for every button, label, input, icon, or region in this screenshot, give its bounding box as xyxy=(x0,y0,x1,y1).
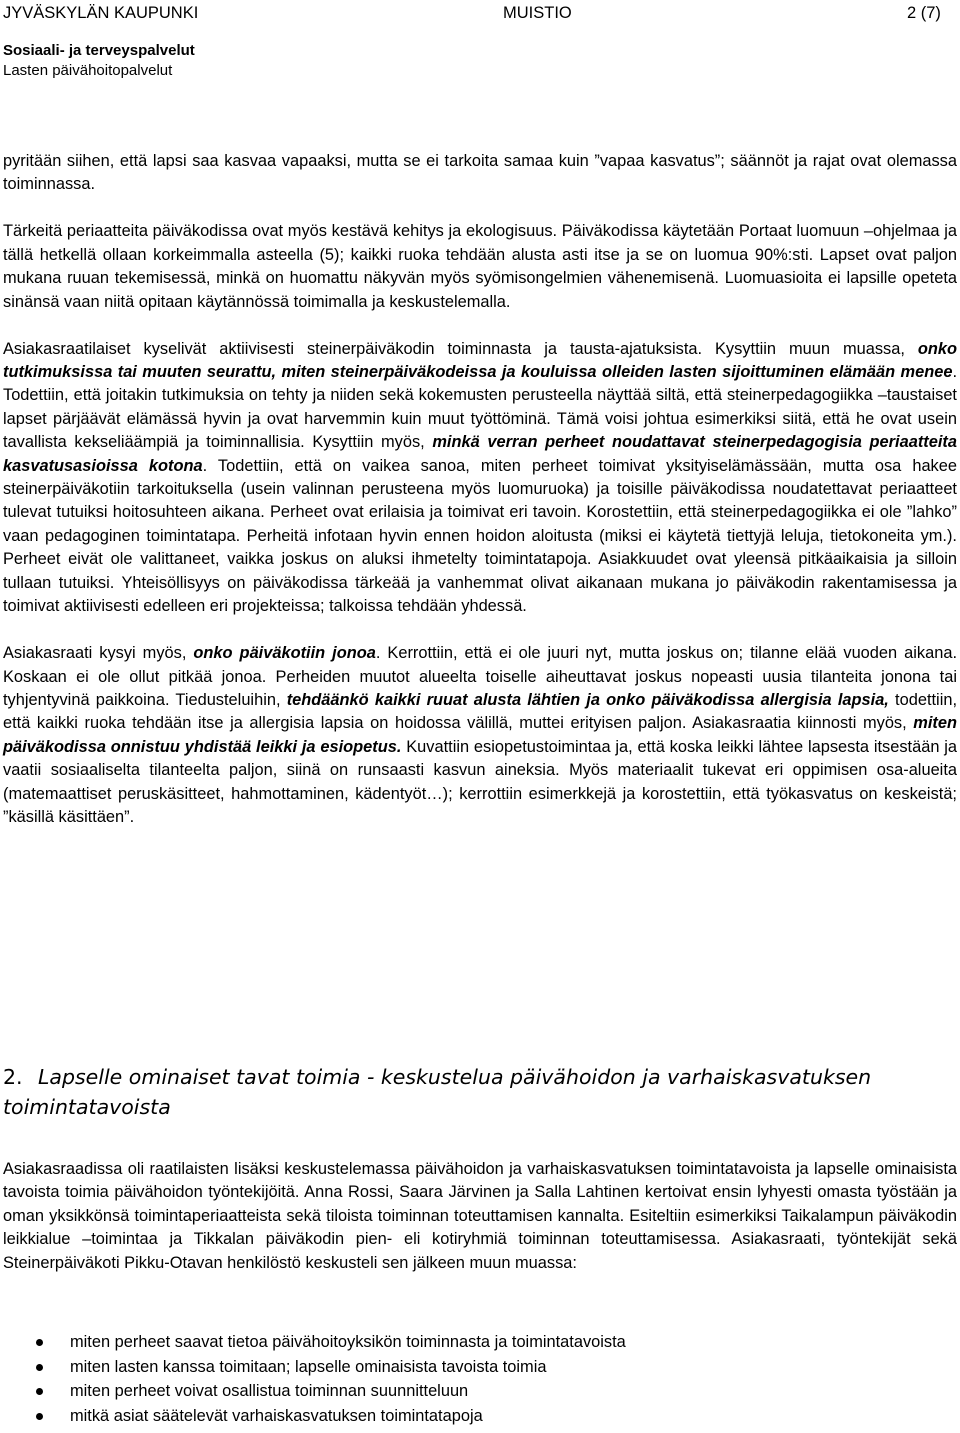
header-department: Sosiaali- ja terveyspalvelut xyxy=(3,42,195,59)
paragraph-4-emphasis-1: onko päiväkotiin jonoa xyxy=(193,644,376,663)
list-item xyxy=(0,1404,954,1429)
bullet-icon xyxy=(36,1364,43,1371)
bullet-icon xyxy=(36,1413,43,1420)
paragraph-4-text-4: Kuvattiin esiopetustoimintaa ja, että koska leikki lähtee lapsesta itsestään ja vaatii sosiaaliselta tilanteelta paljon, siinä on runsaasti kasvun aineksia. Myös materiaalit tukevat eri oppimisen osa-alueita (matemaattiset peruskäsitteet, hahmottaminen, kädentyöt…); kerrottiin esimerkkejä ja korostettiin, että työkasvatus on keskeistä; ”käsillä käsittäen”. xyxy=(3,737,957,826)
list-item xyxy=(0,1355,954,1380)
list-item-text: miten perheet saavat tietoa päivähoitoyksikön toiminnasta ja toimintatavoista xyxy=(70,1333,626,1351)
paragraph-3-emphasis-2: minkä verran perheet noudattavat steinerpedagogisia periaatteita kasvatusasioissa kotona xyxy=(3,433,957,475)
list-item xyxy=(0,1379,954,1404)
section-2-number: 2. xyxy=(3,1065,23,1089)
bullet-icon xyxy=(36,1388,43,1395)
paragraph-4-text-3: todettiin, että kaikki ruoka tehdään itse ja allergisia lapsia on hoidossa välillä, muttei erityisen paljon. Asiakasraatia kiinnosti myös, xyxy=(3,690,958,733)
paragraph-4-text-1: Asiakasraati kysyi myös, xyxy=(3,644,194,663)
section-2-title: Lapselle ominaiset tavat toimia - keskustelua päivähoidon ja varhaiskasvatuksen toimintatavoista xyxy=(3,1065,872,1119)
paragraph-1: pyritään siihen, että lapsi saa kasvaa vapaaksi, mutta se ei tarkoita samaa kuin ”vapaa kasvatus”; säännöt ja rajat ovat olemassa toiminnassa. xyxy=(3,152,957,194)
list-item-text: mitkä asiat säätelevät varhaiskasvatuksen toimintatapoja xyxy=(70,1406,483,1425)
list-item-text: miten perheet voivat osallistua toiminnan suunnitteluun xyxy=(70,1382,469,1400)
paragraph-4-text-2: . Kerrottiin, että ei ole juuri nyt, mutta joskus on; tilanne elää vuoden aikana. Koskaan ei ole ollut pitkää jonoa. Perheiden muutot alueelta toiselle aiheuttavat joskus nopeasti uusia tilanteita jonona tai tyhjentyvinä paikkoina. Tiedusteluihin, xyxy=(3,644,957,709)
paragraph-3-text-2: . Todettiin, että joitakin tutkimuksia on tehty ja niiden sekä kokemusten perusteella näyttää siltä, että steinerpedagogiikka –taustaiset lapset pärjäävät elämässä hyvin ja ovat harvemmin kuin muut työttöminä. Tämä voisi johtua esimerkiksi siitä, että he ovat usein tavallista kekseliäämpiä ja toiminnallisia. Kysyttiin myös, xyxy=(3,363,957,452)
header-document-type: MUISTIO xyxy=(503,4,572,22)
bullet-icon xyxy=(36,1339,43,1346)
paragraph-3-text-1: Asiakasraatilaiset kyselivät aktiivisesti steinerpäiväkodin toiminnasta ja tausta-ajatuksista. Kysyttiin muun muassa, xyxy=(3,339,918,358)
paragraph-4-emphasis-3: miten päiväkodissa onnistuu yhdistää leikki ja esiopetus. xyxy=(3,714,957,756)
list-item xyxy=(0,1330,954,1355)
section-2-body xyxy=(3,1158,957,1275)
header-page-number: 2 (7) xyxy=(907,4,941,22)
header-unit: Lasten päivähoitopalvelut xyxy=(3,62,173,79)
paragraph-4 xyxy=(3,642,957,829)
paragraph-3 xyxy=(3,338,957,619)
paragraph-3-text-3: . Todettiin, että on vaikea sanoa, miten perheet toimivat yksityiselämässään, mutta osa hakee steinerpäiväkotiin tarkoituksella (usein valinnan perusteena myös luomuruoka) ja toisille päiväkodissa noudatettavat periaatteet tulevat tutuiksi hoitosuhteen aikana. Perheet ovat erilaisia ja toimivat eri tavoin. Korostettiin, että steinerpedagogiikka ei ole ”lahko” vaan pedagoginen toimintatapa. Perheitä infotaan hyvin ennen hoidon aloitusta (miksi ei käytetä tiettyjä leluja, tietokoneita ym.). Perheet eivät ole valittaneet, vaikka joskus on aluksi ihmetelty toimintatapoja. Asiakkuudet ovat yleensä pitkäaikaisia ja silloin tullaan tutuiksi. Yhteisöllisyys on päiväkodissa tärkeää ja vanhemmat olivat aikanaan mukana jo päiväkodin rakentamisessa ja toimivat aktiivisesti edelleen eri projekteissa; talkoissa tehdään yhdessä. xyxy=(3,456,957,616)
header-organization: JYVÄSKYLÄN KAUPUNKI xyxy=(3,4,199,22)
list-item-text: miten lasten kanssa toimitaan; lapselle ominaisista tavoista toimia xyxy=(70,1357,547,1376)
paragraph-2: Tärkeitä periaatteita päiväkodissa ovat myös kestävä kehitys ja ekologisuus. Päiväkodissa käytetään Portaat luomuun –ohjelmaa ja tällä hetkellä ollaan korkeimmalla asteella (5); kaikki ruoka tehdään alusta asti itse ja se on luomua 90%:sti. Lapset ovat paljon mukana ruuan tekemisessä, minkä on huomattu näkyvän myös syömisongelmien vähenemisenä. Luomuasioita ei lapsille opeteta sinänsä vaan niitä opitaan käytännössä toimimalla ja keskustelemalla. xyxy=(3,222,957,311)
section-2-paragraph: Asiakasraadissa oli raatilaisten lisäksi keskustelemassa päivähoidon ja varhaiskasvatuksen toimintatavoista ja lapselle ominaisista tavoista toimia päivähoidon työntekijöitä. Anna Rossi, Saara Järvinen ja Salla Lahtinen kertoivat ensin lyhyesti omasta työstään ja oman yksikkönsä toimintaperiaatteista sekä tiloista toiminnan toteuttamisen kannalta. Esiteltiin esimerkiksi Taikalampun päiväkodin leikkialue –toimintaa ja Tikkalan päiväkodin pien- eli kotiryhmiä toiminnan toteuttamisessa. Asiakasraati, työntekijät sekä Steinerpäiväkoti Pikku-Otavan henkilöstö keskusteli sen jälkeen muun muassa: xyxy=(3,1160,957,1272)
paragraph-4-emphasis-2: tehdäänkö kaikki ruuat alusta lähtien ja onko päiväkodissa allergisia lapsia, xyxy=(286,690,889,709)
paragraph-3-emphasis-1: onko tutkimuksissa tai muuten seurattu, miten steinerpäiväkodeissa ja kouluissa olleiden lasten sijoittuminen elämään menee xyxy=(3,339,957,382)
section-2-bullet-list xyxy=(0,1330,954,1428)
memo-body xyxy=(3,150,957,829)
section-2-heading xyxy=(3,1062,957,1122)
